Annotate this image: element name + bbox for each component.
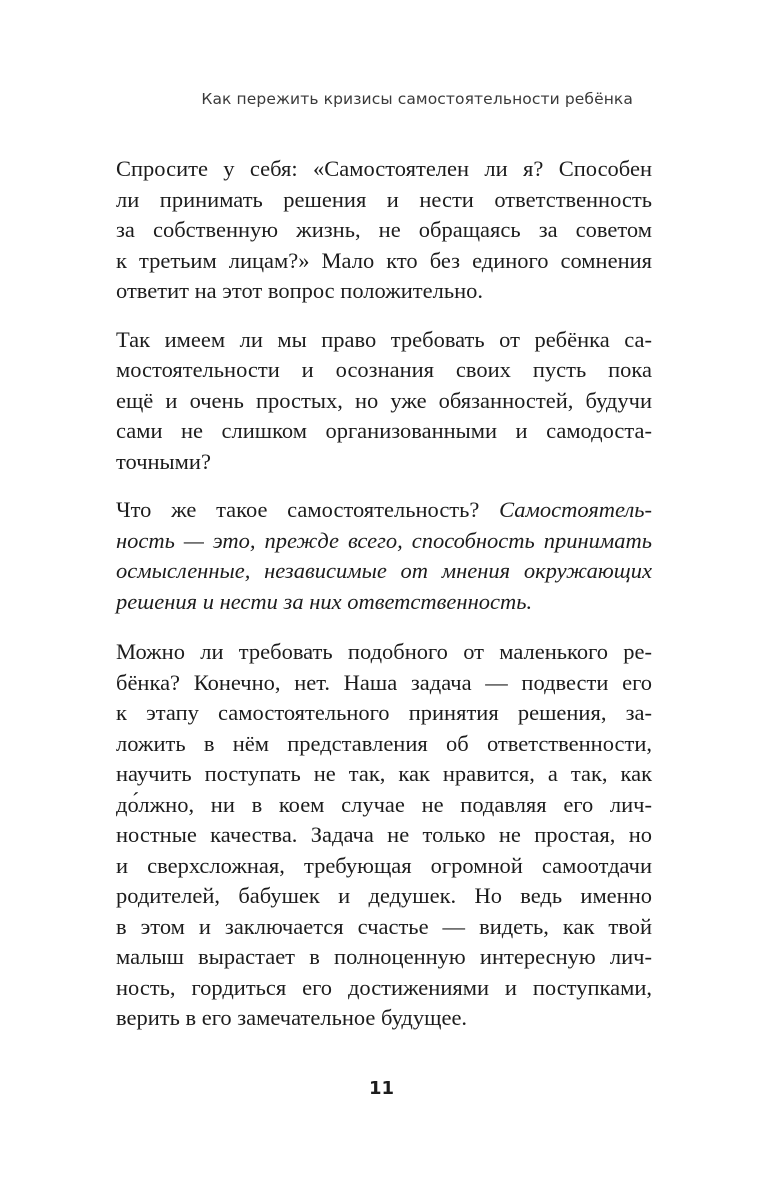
page-number: 11 bbox=[368, 1078, 395, 1099]
text-line: ещё и очень простых, но уже обязанностей, будучи bbox=[116, 387, 652, 413]
text-line: Спросите у себя: «Самостоятелен ли я? Способен bbox=[116, 156, 652, 181]
text-line: бёнка? Конечно, нет. Наша задача — подвести его bbox=[116, 669, 652, 695]
text-line: сами не слишком организованными и самодоста- bbox=[116, 418, 652, 443]
paragraph-spacer bbox=[116, 477, 652, 495]
text-line: к этапу самостоятельного принятия решения, за- bbox=[116, 700, 652, 725]
text-line: мостоятельности и осознания своих пусть пока bbox=[116, 357, 652, 382]
text-line: за собственную жизнь, не обращаясь за советом bbox=[116, 217, 652, 242]
paragraph-spacer bbox=[116, 617, 652, 637]
text-line bbox=[116, 556, 652, 587]
text-line: Можно ли требовать подобного от маленького ре- bbox=[116, 639, 652, 664]
paragraph-2 bbox=[116, 325, 652, 478]
text-line: верить в его замечательное будущее. bbox=[116, 1005, 468, 1030]
definition-italic: решения и нести за них ответственность. bbox=[116, 588, 533, 614]
definition-italic: Самостоятель- bbox=[499, 497, 652, 522]
text-line bbox=[116, 587, 652, 618]
running-head: Как пережить кризисы самостоятельности ребёнка bbox=[201, 90, 633, 108]
text-line: в этом и заключается счастье — видеть, как твой bbox=[116, 913, 652, 939]
text-line: ли принимать решения и нести ответственность bbox=[116, 186, 652, 212]
text-line: малыш вырастает в полноценную интересную лич- bbox=[116, 944, 652, 969]
paragraph-3 bbox=[116, 495, 652, 617]
text-line: до́лжно, ни в коем случае не подавляя его лич- bbox=[116, 791, 652, 817]
text-line: ответит на этот вопрос положительно. bbox=[116, 278, 484, 303]
text-line: научить поступать не так, как нравится, а так, как bbox=[116, 761, 652, 786]
definition-italic: ность — это, прежде всего, способность принимать bbox=[116, 527, 652, 553]
text-line bbox=[116, 495, 652, 526]
body-text bbox=[116, 154, 652, 1034]
text-line: родителей, бабушек и дедушек. Но ведь именно bbox=[116, 883, 652, 908]
paragraph-4 bbox=[116, 637, 652, 1034]
text-line: ложить в нём представления об ответственности, bbox=[116, 730, 652, 756]
paragraph-1 bbox=[116, 154, 652, 307]
definition-italic: осмысленные, независимые от мнения окружающих bbox=[116, 558, 652, 583]
text-line bbox=[116, 526, 652, 557]
text-line: ность, гордиться его достижениями и поступками, bbox=[116, 974, 652, 1000]
regular-text: Что же такое самостоятельность? bbox=[116, 497, 480, 522]
text-line: Так имеем ли мы право требовать от ребёнка са- bbox=[116, 326, 652, 352]
text-line: и сверхсложная, требующая огромной самоотдачи bbox=[116, 852, 652, 878]
text-line: к третьим лицам?» Мало кто без единого сомнения bbox=[116, 247, 652, 273]
text-line: ностные качества. Задача не только не простая, но bbox=[116, 822, 652, 847]
paragraph-spacer bbox=[116, 307, 652, 325]
text-line: точными? bbox=[116, 448, 211, 474]
